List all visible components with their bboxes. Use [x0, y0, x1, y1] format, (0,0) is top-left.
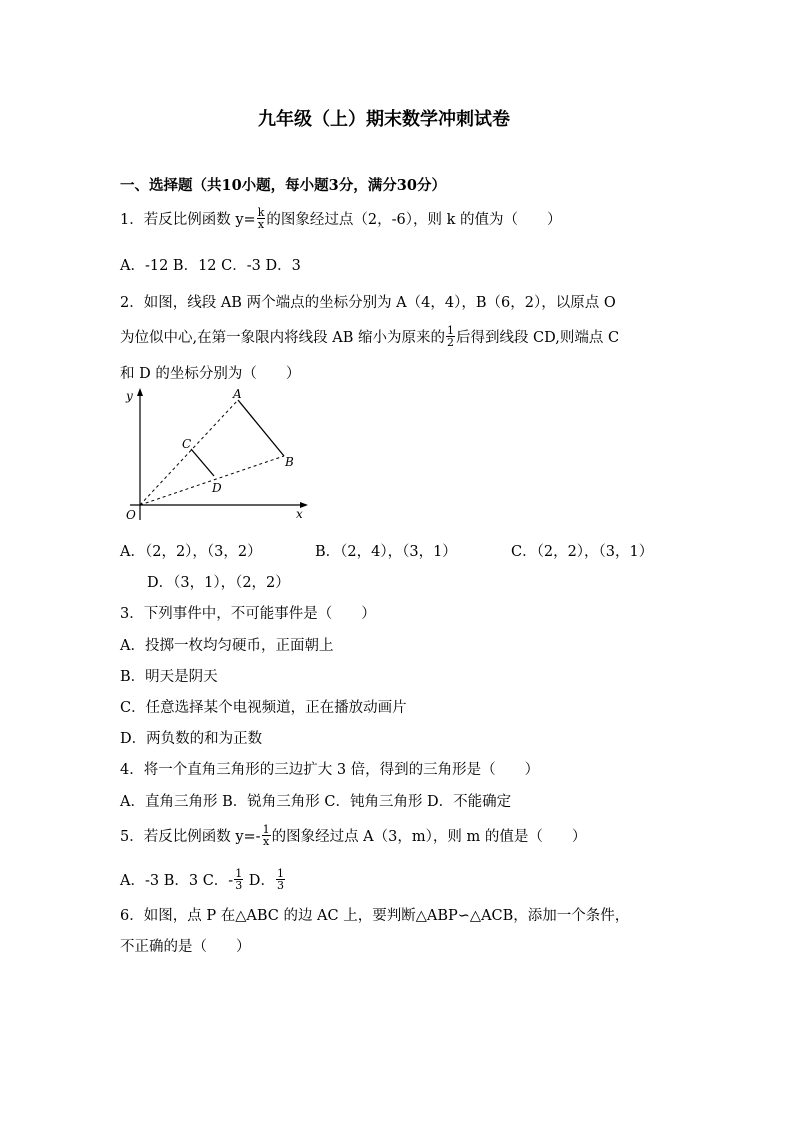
question-4-options: A．直角三角形 B．锐角三角形 C．钝角三角形 D．不能确定 — [120, 794, 512, 810]
section-heading: 一、选择题（共10小题，每小题3分，满分30分） — [120, 177, 446, 194]
q2-frac-den: 2 — [446, 335, 454, 349]
label-c: C — [182, 437, 192, 451]
q5-optd-num: 1 — [276, 866, 284, 880]
question-1-options: A．-12 B．12 C．-3 D．3 — [120, 258, 301, 274]
q5-frac-den: x — [262, 834, 270, 848]
question-2-option-d: D．（3，1），（2，2） — [147, 575, 290, 591]
question-2-option-b: B．（2，4），（3，1） — [315, 544, 457, 560]
y-axis-arrow — [137, 388, 143, 396]
q1-frac-den: x — [257, 217, 265, 231]
question-3-stem: 3．下列事件中，不可能事件是（ ） — [120, 606, 376, 622]
q5-optd-fraction — [276, 868, 285, 891]
q2-text-post: 后得到线段 CD,则端点 C — [455, 330, 620, 346]
q5-frac-num: 1 — [262, 822, 270, 836]
segment-ab — [238, 400, 284, 456]
question-3-option-b: B．明天是阴天 — [120, 669, 218, 685]
question-2-option-a: A．（2，2），（3，2） — [120, 544, 262, 560]
q2-frac-num: 1 — [446, 323, 454, 337]
question-3-option-a: A．投掷一枚均匀硬币，正面朝上 — [120, 638, 334, 654]
question-5-stem — [120, 822, 587, 849]
label-d: D — [212, 481, 222, 495]
q5-optd-den: 3 — [276, 878, 284, 892]
question-2-line2 — [120, 323, 620, 350]
q1-text-pre: 1．若反比例函数 y= — [120, 212, 256, 228]
label-a: A — [233, 388, 242, 401]
q1-fraction — [257, 207, 266, 230]
question-6-line2: 不正确的是（ ） — [120, 939, 251, 955]
label-y: y — [126, 389, 133, 403]
coordinate-diagram — [120, 388, 310, 523]
question-2-figure — [120, 388, 310, 527]
q2-text-pre: 为位似中心,在第一象限内将线段 AB 缩小为原来的 — [120, 330, 445, 346]
label-x: x — [296, 507, 303, 521]
question-2-option-c: C．（2，2），（3，1） — [511, 544, 654, 560]
page-title: 九年级（上）期末数学冲刺试卷 — [258, 109, 510, 130]
label-o: O — [126, 508, 136, 522]
q5-optc-den: 3 — [235, 878, 243, 892]
q5-text-post: 的图象经过点 A（3，m），则 m 的值是（ ） — [271, 829, 587, 845]
q5-optc-num: 1 — [235, 866, 243, 880]
question-2-line1: 2．如图，线段 AB 两个端点的坐标分别为 A（4，4），B（6，2），以原点 O — [120, 295, 616, 311]
q1-text-post: 的图象经过点（2，-6），则 k 的值为（ ） — [266, 212, 562, 228]
q5-fraction — [262, 824, 271, 847]
q5-opt-pre: A．-3 B．3 C．- — [120, 873, 234, 889]
dashed-line-oa — [140, 400, 238, 505]
q5-text-pre: 5．若反比例函数 y=- — [120, 829, 261, 845]
q1-frac-num: k — [257, 205, 265, 219]
q5-opt-mid: D． — [244, 873, 275, 889]
question-2-line3: 和 D 的坐标分别为（ ） — [120, 366, 301, 382]
question-1-stem — [120, 205, 562, 232]
question-3-option-c: C．任意选择某个电视频道，正在播放动画片 — [120, 700, 407, 716]
question-3-option-d: D．两负数的和为正数 — [120, 731, 263, 747]
question-5-options — [120, 866, 286, 893]
question-4-stem: 4．将一个直角三角形的三边扩大 3 倍，得到的三角形是（ ） — [120, 762, 540, 778]
label-b: B — [285, 455, 294, 469]
q2-fraction — [446, 325, 455, 348]
question-6-line1: 6．如图，点 P 在△ABC 的边 AC 上，要判断△ABP∽△ACB，添加一个条件， — [120, 908, 630, 924]
segment-cd — [191, 449, 214, 476]
q5-optc-fraction — [234, 868, 243, 891]
